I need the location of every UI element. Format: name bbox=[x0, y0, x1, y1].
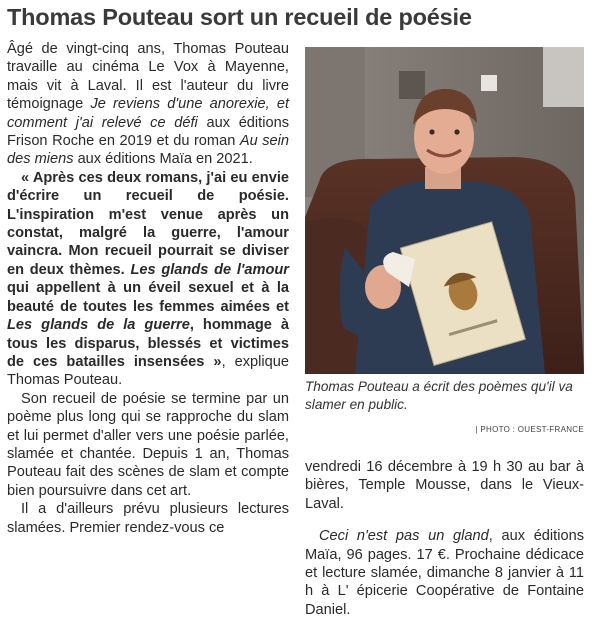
theme-title-2: Les glands de la guerre bbox=[7, 317, 190, 334]
intro-paragraph bbox=[7, 40, 289, 169]
body-paragraph: vendredi 16 décembre à 19 h 30 au bar à bières, Temple Mousse, dans le Vieux-Laval. bbox=[305, 459, 584, 512]
infobox-text: , aux éditions Maïa, 96 pages. 17 €. Prochaine dédicace et lecture slamée, dimanche 8 janvier à 11 h à L' épicerie Coopérative de Fontaine Daniel. bbox=[305, 528, 584, 618]
article-right-column bbox=[305, 458, 584, 619]
quote-attribution: , explique Thomas Pouteau. bbox=[7, 353, 289, 389]
infobox-book-title: Ceci n'est pas un gland bbox=[319, 528, 489, 545]
book-title-1: Je reviens d'une anorexie, et comment j'ai relevé ce défi bbox=[7, 96, 289, 131]
theme-title-1: Les glands de l'amour bbox=[130, 261, 289, 278]
book-infobox bbox=[305, 527, 584, 619]
body-paragraph: Son recueil de poésie se termine par un poème plus long qui se rapproche du slam et lui permet d'aller vers une poésie parlée, slamée et chantée. Depuis 1 an, Thomas Pouteau fait des scènes de slam et compte bien poursuivre dans cet art. bbox=[7, 390, 289, 499]
body-paragraph: Il a d'ailleurs prévu plusieurs lectures slamées. Premier rendez-vous ce bbox=[7, 501, 289, 536]
article-photo bbox=[305, 47, 584, 374]
intro-text: Âgé de vingt-cinq ans, Thomas Pouteau travaille au cinéma Le Vox à Mayenne, mais vit à Laval. Il est l'auteur du livre témoignage bbox=[7, 41, 289, 113]
intro-text: aux éditions Maïa en 2021. bbox=[73, 151, 253, 168]
article-left-column bbox=[7, 40, 289, 537]
quote-text: , hommage à tous les disparus, blessés et victimes de ces batailles insensées » bbox=[7, 317, 289, 370]
article-headline: Thomas Pouteau sort un recueil de poésie bbox=[7, 4, 472, 30]
photo-credit: | PHOTO : OUEST-FRANCE bbox=[475, 425, 584, 434]
quote-paragraph bbox=[7, 169, 289, 390]
intro-text: aux éditions Frison Roche en 2019 et du roman bbox=[7, 114, 289, 150]
quote-text: « Après ces deux romans, j'ai eu envie d'écrire un recueil de poésie. L'inspiration m'est venue après un constat, malgré la guerre, l'amour vaincra. Mon recueil pourrait se diviser en deux thèmes. bbox=[7, 169, 289, 278]
quote-text: qui appellent à un éveil sexuel et à la beauté de toutes les femmes aimées et bbox=[7, 280, 289, 315]
portrait-illustration bbox=[305, 47, 584, 374]
photo-caption: Thomas Pouteau a écrit des poèmes qu'il va slamer en public. bbox=[305, 379, 573, 412]
book-title-2: Au sein des miens bbox=[7, 133, 289, 168]
